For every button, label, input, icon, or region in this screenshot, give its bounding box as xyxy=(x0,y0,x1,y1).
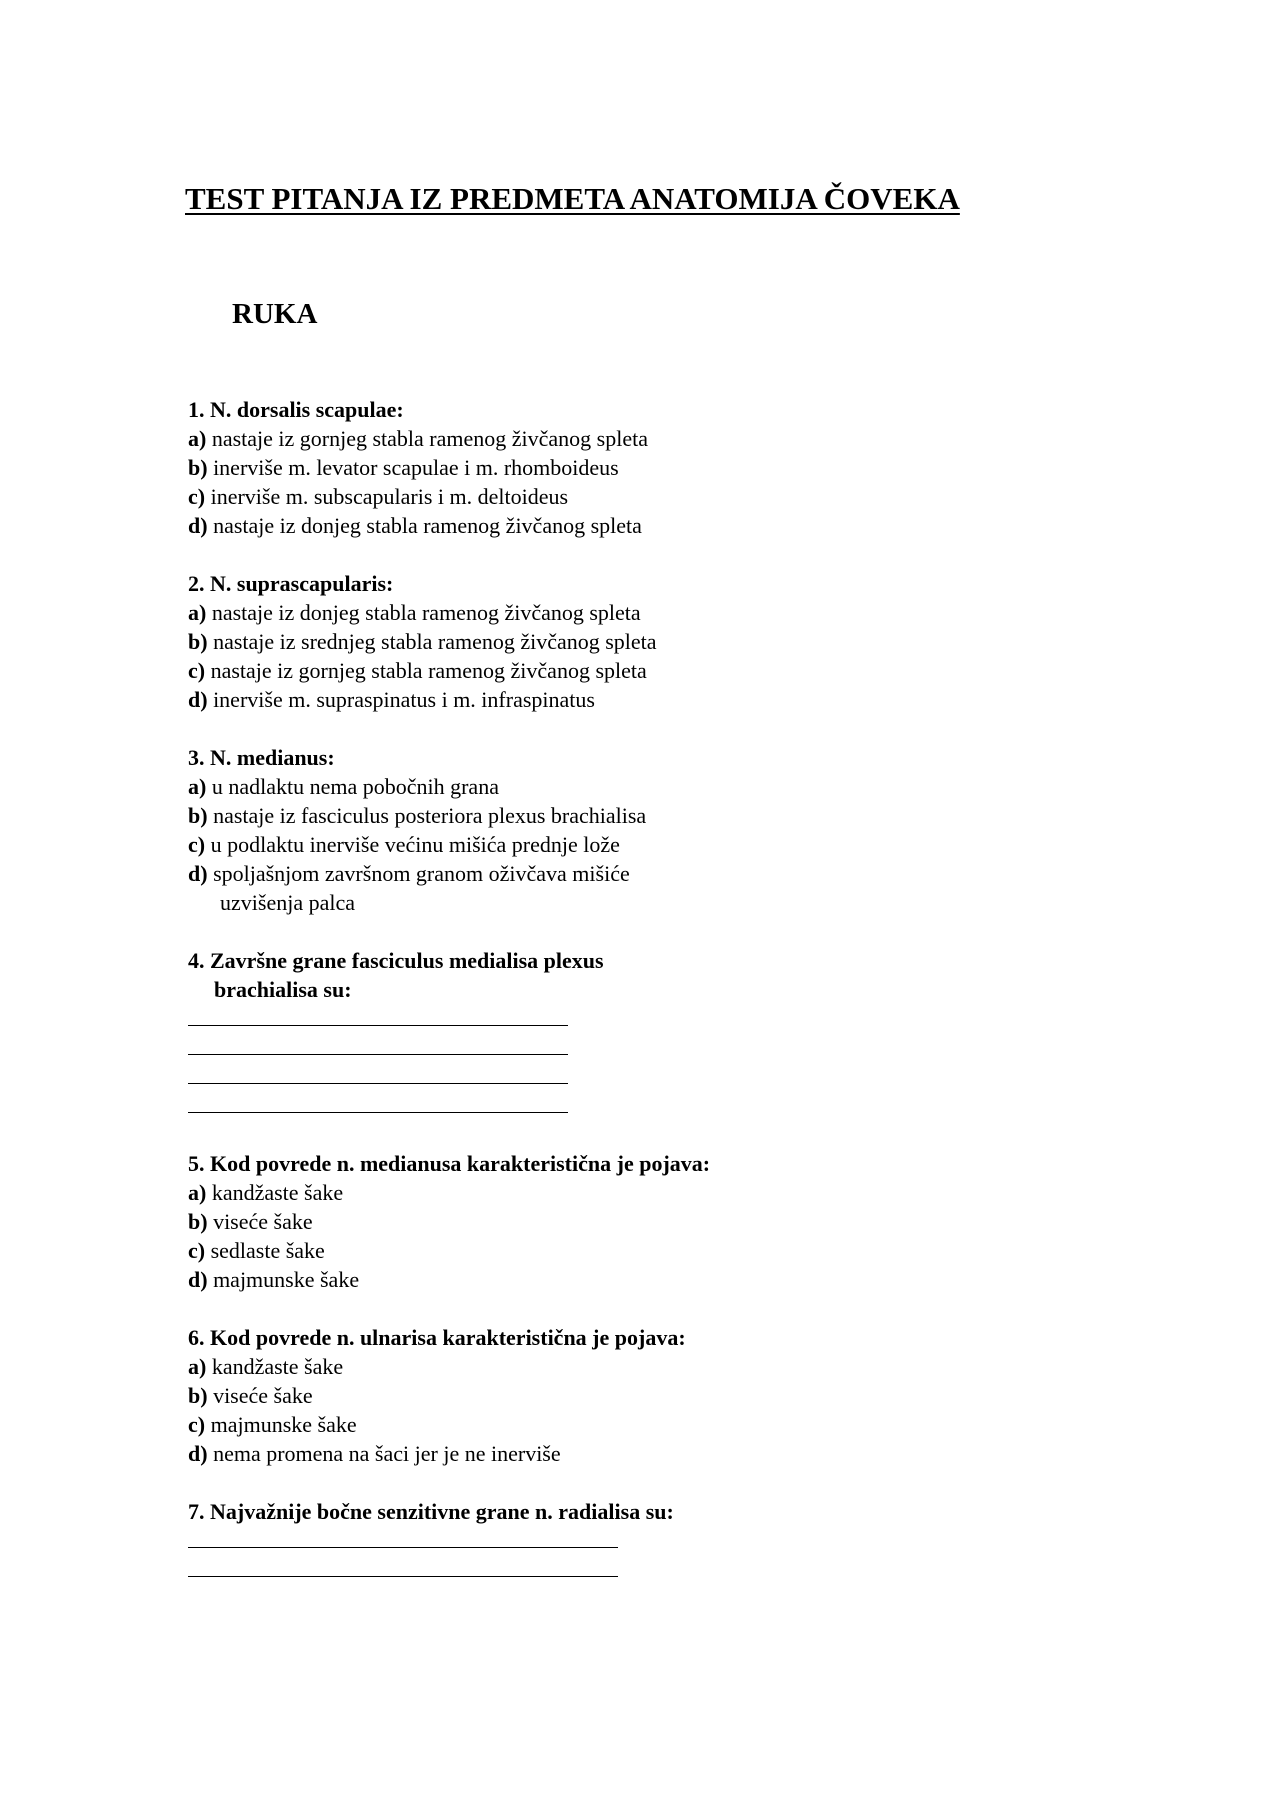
question-text xyxy=(188,743,1188,772)
option-letter: c) xyxy=(188,484,206,509)
option-text: nastaje iz donjeg stabla ramenog živčanog spleta xyxy=(206,600,641,625)
option-text: u nadlaktu nema pobočnih grana xyxy=(206,774,499,799)
question-4 xyxy=(188,946,1188,1120)
option-text: spoljašnjom završnom granom oživčava mišiće xyxy=(207,861,630,886)
question-6 xyxy=(188,1323,1188,1468)
option-letter: a) xyxy=(188,1354,207,1379)
section-heading: RUKA xyxy=(232,298,318,330)
answer-option xyxy=(188,830,1188,859)
option-text: majmunske šake xyxy=(205,1412,357,1437)
option-text: inerviše m. levator scapulae i m. rhomboideus xyxy=(207,455,619,480)
question-label-continuation: brachialisa su: xyxy=(214,977,352,1002)
answer-option xyxy=(188,627,1188,656)
question-1 xyxy=(188,395,1188,540)
answer-option xyxy=(188,453,1188,482)
option-letter: c) xyxy=(188,1238,206,1263)
answer-option xyxy=(188,1439,1188,1468)
option-text-continuation: uzvišenja palca xyxy=(220,890,355,915)
question-7 xyxy=(188,1497,1188,1584)
question-text xyxy=(188,1323,1188,1352)
option-letter: c) xyxy=(188,832,206,857)
question-text xyxy=(188,946,1188,1004)
answer-option xyxy=(188,598,1188,627)
answer-option xyxy=(188,511,1188,540)
option-letter: a) xyxy=(188,600,207,625)
option-text: kandžaste šake xyxy=(206,1354,344,1379)
option-text: viseće šake xyxy=(207,1383,313,1408)
option-letter: d) xyxy=(188,1267,208,1292)
question-label: 6. Kod povrede n. ulnarisa karakteristična je pojava: xyxy=(188,1325,686,1350)
answer-option xyxy=(188,482,1188,511)
option-text: nastaje iz fasciculus posteriora plexus brachialisa xyxy=(207,803,647,828)
option-text: kandžaste šake xyxy=(206,1180,344,1205)
question-2 xyxy=(188,569,1188,714)
question-text xyxy=(188,1497,1188,1526)
question-label: 4. Završne grane fasciculus medialisa plexus xyxy=(188,948,604,973)
option-text: u podlaktu inerviše većinu mišića prednje lože xyxy=(205,832,620,857)
answer-blank-line xyxy=(188,1004,1188,1033)
option-letter: b) xyxy=(188,629,208,654)
answer-option xyxy=(188,424,1188,453)
question-list xyxy=(188,395,1188,1613)
question-text xyxy=(188,1149,1188,1178)
option-letter: b) xyxy=(188,455,208,480)
question-label: 5. Kod povrede n. medianusa karakteristična je pojava: xyxy=(188,1151,711,1176)
option-letter: c) xyxy=(188,1412,206,1437)
question-label: 7. Najvažnije bočne senzitivne grane n. radialisa su: xyxy=(188,1499,674,1524)
answer-option xyxy=(188,1236,1188,1265)
question-3 xyxy=(188,743,1188,917)
option-text: majmunske šake xyxy=(207,1267,360,1292)
option-letter: a) xyxy=(188,426,207,451)
answer-option xyxy=(188,685,1188,714)
option-text: inerviše m. subscapularis i m. deltoideus xyxy=(205,484,569,509)
option-letter: a) xyxy=(188,774,207,799)
answer-option xyxy=(188,772,1188,801)
option-letter: b) xyxy=(188,1209,208,1234)
option-text: nastaje iz gornjeg stabla ramenog živčanog spleta xyxy=(206,426,648,451)
question-text xyxy=(188,569,1188,598)
option-text: sedlaste šake xyxy=(205,1238,325,1263)
answer-blank-line xyxy=(188,1091,1188,1120)
option-text: inerviše m. supraspinatus i m. infraspinatus xyxy=(207,687,595,712)
answer-blank-line xyxy=(188,1062,1188,1091)
answer-blank-line xyxy=(188,1033,1188,1062)
option-text: nastaje iz donjeg stabla ramenog živčanog spleta xyxy=(207,513,642,538)
answer-option xyxy=(188,1381,1188,1410)
question-label: 2. N. suprascapularis: xyxy=(188,571,394,596)
document-title: TEST PITANJA IZ PREDMETA ANATOMIJA ČOVEKA xyxy=(185,181,960,216)
option-letter: c) xyxy=(188,658,206,683)
question-5 xyxy=(188,1149,1188,1294)
question-text xyxy=(188,395,1188,424)
question-label: 3. N. medianus: xyxy=(188,745,335,770)
answer-option xyxy=(188,1178,1188,1207)
option-letter: d) xyxy=(188,1441,208,1466)
answer-option xyxy=(188,1265,1188,1294)
answer-option xyxy=(188,859,1188,917)
option-text: nastaje iz gornjeg stabla ramenog živčanog spleta xyxy=(205,658,647,683)
option-letter: b) xyxy=(188,1383,208,1408)
option-text: nastaje iz srednjeg stabla ramenog živčanog spleta xyxy=(207,629,657,654)
answer-option xyxy=(188,1207,1188,1236)
option-letter: d) xyxy=(188,513,208,538)
option-text: viseće šake xyxy=(207,1209,313,1234)
option-letter: d) xyxy=(188,687,208,712)
answer-blank-line xyxy=(188,1555,1188,1584)
option-text: nema promena na šaci jer je ne inerviše xyxy=(207,1441,561,1466)
answer-option xyxy=(188,801,1188,830)
option-letter: a) xyxy=(188,1180,207,1205)
option-letter: b) xyxy=(188,803,208,828)
answer-option xyxy=(188,1352,1188,1381)
answer-option xyxy=(188,1410,1188,1439)
question-label: 1. N. dorsalis scapulae: xyxy=(188,397,404,422)
answer-option xyxy=(188,656,1188,685)
answer-blank-line xyxy=(188,1526,1188,1555)
option-letter: d) xyxy=(188,861,208,886)
